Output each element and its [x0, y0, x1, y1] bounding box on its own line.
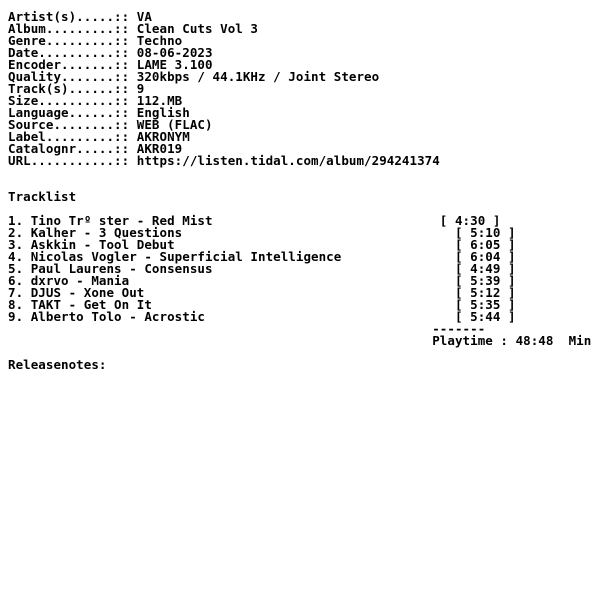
info-quality: Quality.......:: 320kbps / 44.1KHz / Joint Stereo [8, 69, 380, 84]
playtime-total: Playtime : 48:48 Min [8, 333, 592, 348]
blank-line [8, 167, 591, 179]
track-row: 8. TAKT - Get On It [ 5:35 ] [8, 297, 516, 312]
info-encoder: Encoder.......:: LAME 3.100 [8, 57, 213, 72]
track-row: 9. Alberto Tolo - Acrostic [ 5:44 ] [8, 309, 516, 324]
track-row: 2. Kalher - 3 Questions [ 5:10 ] [8, 225, 516, 240]
blank-line [8, 179, 591, 191]
tracklist-separator: ------- [8, 321, 486, 336]
info-album: Album.........:: Clean Cuts Vol 3 [8, 21, 258, 36]
info-catalog: Catalognr.....:: AKR019 [8, 141, 183, 156]
releasenotes-heading: Releasenotes: [8, 357, 107, 372]
info-language: Language......:: English [8, 105, 190, 120]
track-row: 1. Tino Trº ster - Red Mist [ 4:30 ] [8, 213, 501, 228]
info-artist: Artist(s).....:: VA [8, 9, 152, 24]
track-row: 3. Askkin - Tool Debut [ 6:05 ] [8, 237, 516, 252]
info-date: Date..........:: 08-06-2023 [8, 45, 213, 60]
info-tracks: Track(s)......:: 9 [8, 81, 145, 96]
info-genre: Genre.........:: Techno [8, 33, 183, 48]
info-label: Label.........:: AKRONYM [8, 129, 190, 144]
track-row: 7. DJUS - Xone Out [ 5:12 ] [8, 285, 516, 300]
track-row: 6. dxrvo - Mania [ 5:39 ] [8, 273, 516, 288]
info-size: Size..........:: 112.MB [8, 93, 183, 108]
track-row: 4. Nicolas Vogler - Superficial Intelligence [ 6:04 ] [8, 249, 516, 264]
info-source: Source........:: WEB (FLAC) [8, 117, 213, 132]
track-row: 5. Paul Laurens - Consensus [ 4:49 ] [8, 261, 516, 276]
tracklist-heading: Tracklist [8, 189, 77, 204]
info-url: URL...........:: https://listen.tidal.com/album/294241374 [8, 153, 440, 168]
nfo-text-document [8, 11, 591, 371]
